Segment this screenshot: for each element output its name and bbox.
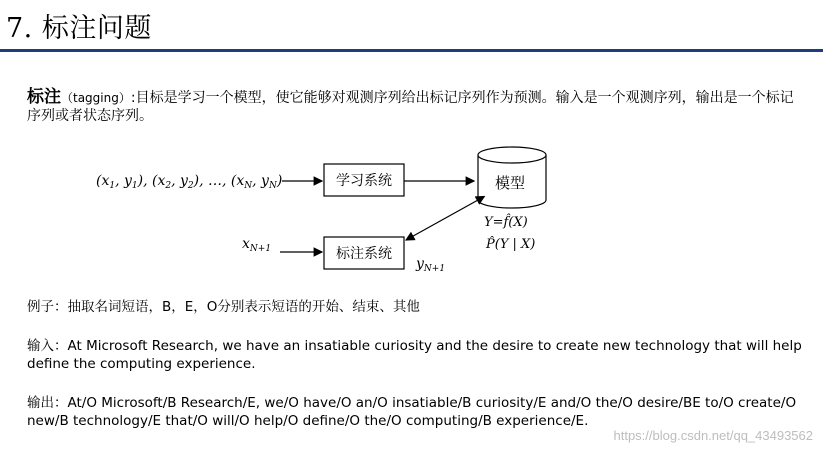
- output-paragraph: [27, 394, 807, 430]
- definition-paragraph: [27, 88, 807, 125]
- slide-title: 7. 标注问题: [6, 13, 152, 44]
- title-divider: [0, 49, 823, 52]
- model-label: 模型: [494, 174, 526, 192]
- definition-text: :目标是学习一个模型，使它能够对观测序列给出标记序列作为预测。输入是一个观测序列，输出是一个标记序列或者状态序列。: [27, 90, 794, 124]
- input-text: At Microsoft Research, we have an insatiable curiosity and the desire to create new technology that will help define the computing experience.: [27, 338, 802, 372]
- arrow-model-to-tagging: [406, 200, 478, 240]
- new-input-label: $x_{N+1}$: [242, 236, 272, 254]
- example-paragraph: [27, 298, 807, 316]
- input-paragraph: [27, 337, 807, 373]
- tagging-system-label: 标注系统: [336, 246, 392, 262]
- model-formula-1: Y=f̂(X): [484, 215, 528, 230]
- example-label: 例子：: [27, 299, 68, 315]
- definition-term-english: （tagging）: [61, 91, 131, 105]
- watermark: https://blog.csdn.net/qq_43493562: [613, 428, 813, 443]
- input-label: 输入：: [27, 338, 68, 354]
- training-data-label: ($x_1$, $y_1$), ($x_2$, $y_2$), …, ($x_N$, $y_N$): [96, 173, 283, 191]
- output-text: At/O Microsoft/B Research/E, we/O have/O an/O insatiable/B curiosity/E and/O the/O desire/BE to/O create/O new/B technology/E that/O will/O help/O define/O the/O computing/B experience/E.: [27, 395, 797, 429]
- learning-system-label: 学习系统: [336, 173, 392, 189]
- model-formula-2: P̂(Y | X): [486, 237, 536, 252]
- definition-term: 标注: [27, 87, 61, 107]
- example-text: 抽取名词短语，B，E，O分别表示短语的开始、结束、其他: [67, 299, 420, 315]
- tagging-diagram: [0, 140, 823, 285]
- output-label: $y_{N+1}$: [416, 256, 446, 274]
- output-paragraph-label: 输出：: [27, 395, 68, 411]
